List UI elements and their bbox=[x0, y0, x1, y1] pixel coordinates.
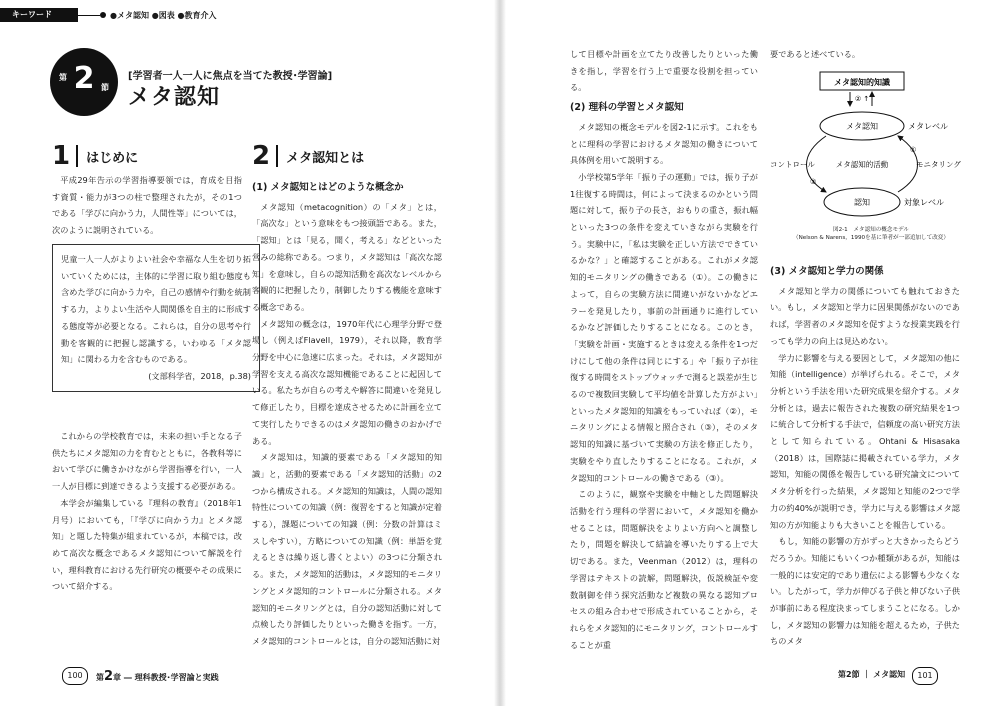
paragraph: 平成29年告示の学習指導要領では，育成を目指す資質・能力が3つの柱で整理されたが，その1つである「学びに向かう力，人間性等」については，次のように説明されている。 bbox=[52, 175, 242, 236]
chapter-title: 章 ― 理科教授･学習論と実践 bbox=[113, 673, 219, 682]
figure-caption bbox=[768, 226, 974, 242]
paragraph: もし，知能の影響の方がずっと大きかったらどうだろうか。知能にもいくつか種類があるが，知能は一般的には安定的であり遺伝による影響も少なくない。したがって，学力が伸びる子供と伸びない子供が事前にある程度決まってしまうことになる。しかし，メタ認知の影響力は知能を超えるため，子供たちのメタ bbox=[770, 536, 960, 647]
paragraph: 小学校第5学年「振り子の運動」では，振り子が1往復する時間は，何によって決まるのかという問題に対して，振り子の長さ，おもりの重さ，振れ幅といった3つの条件を変えていきながら実験を行う。実験中に，「私は実験を正しい方法でできているかな？」と確認することがある。これがメタ認知的モニタリングの働きである（①）。この働きによって，自らの実験方法に間違いがないかなどエラーを発見したり，事前の計画通りに進行しているかなど評価したりすることになる。このとき，「実験を計画・実施するときは変える条件を1つだけにして他の条件は同じにする」や「振り子が往復する時間をストップウォッチで測ると誤差が生じるので複数回実験して平均値を計算した方がよい」といったメタ認知的知識をもっていれば（②），モニタリングによる情報と照合され（③），そのメタ認知的知識に基づいて実験の方法を修正したり，実験をやり直したりすることになる。これが，メタ認知的コントロールの働きである（③）。 bbox=[570, 171, 758, 483]
cognition-label: 認知 bbox=[854, 198, 870, 207]
metacognition-model-figure bbox=[770, 64, 970, 249]
meta-label: メタ認知 bbox=[846, 122, 878, 131]
badge-number: 2 bbox=[73, 61, 95, 96]
caption-source: （Nelson & Narens，1990を基に筆者が一部追加して改変） bbox=[793, 235, 949, 241]
monitoring-arrow bbox=[898, 136, 918, 192]
column-3 bbox=[570, 46, 758, 653]
section-2-title: メタ認知とは bbox=[286, 150, 365, 166]
column-4-body bbox=[770, 260, 960, 650]
paragraph-continued: して目標や計画を立てたり改善したりといった働きを指し，学習を行う上で重要な役割を担っている。 bbox=[570, 49, 758, 93]
paragraph: 学力に影響を与える要因として，メタ認知の他に知能（intelligence）が挙げられる。そこで，メタ分析という手法を用いた研究成果を紹介する。メタ分析とは，過去に報告された複数の研究結果を1つに統合して分析する手法で，信頼度の高い研究方法として知られている。Ohtani & Hisasaka（2018）は，国際誌に掲載されている学力，メタ認知，知能の関係を報告している研究論文についてメタ分析を行った結果，メタ認知と知能の2つで学力の約40%が説明でき，学力に与える影響はメタ認知の方が知能よりも大きいことを報告している。 bbox=[770, 352, 960, 530]
caption-title: 図2-1 メタ認知の概念モデル bbox=[833, 227, 909, 233]
paragraph: このように，観察や実験を中軸とした問題解決活動を行う理科の学習において，メタ認知を働かせることは，問題解決をよりよい方向へと調整したり，問題を解決して結論を導いたりする上で大切である。また，Veenman（2012）は，理科の学習はテキストの読解，問題解決，仮説検証や変数制御を伴う探究活動など複数の異なる認知プロセスの組み合わせで形成されていることから，それらをメタ認知的にモニタリング，コントロールすることが重 bbox=[570, 489, 758, 650]
footer-title: メタ認知 bbox=[873, 670, 906, 679]
section-1-number: 1 bbox=[52, 141, 71, 171]
footer-section: 第2節 bbox=[838, 670, 860, 679]
meta-level-label: メタレベル bbox=[908, 122, 948, 131]
section-subtitle: [学習者一人一人に焦点を当てた教授･学習論] bbox=[128, 71, 333, 82]
column-4-top bbox=[770, 46, 960, 63]
paragraph-continued: 要であると述べている。 bbox=[770, 49, 861, 59]
control-label: コントロール bbox=[770, 160, 815, 169]
object-level-label: 対象レベル bbox=[904, 198, 944, 207]
subsection-heading: (1) メタ認知とはどのような概念か bbox=[252, 182, 404, 193]
section-1-title: はじめに bbox=[86, 150, 139, 166]
paragraph: メタ認知は，知識的要素である「メタ認知的知識」と，活動的要素である「メタ認知的活動」の2つから構成される。メタ認知的知識は，人間の認知特性についての知識（例：復習をすると知識が定着する），課題についての知識（例：分数の計算はミスしやすい），方略についての知識（例：単語を覚えるときは繰り返し書くとよい）の3つに分類される。また，メタ認知的活動は，メタ認知的モニタリングとメタ認知的コントロールに分類される。メタ認知的モニタリングとは，自分の認知活動に対して点検したり評価したりといった働きを指す。一方，メタ認知的コントロールとは，自分の認知活動に対 bbox=[252, 452, 442, 646]
badge-prefix: 第 bbox=[59, 73, 67, 82]
subsection-heading: (2) 理科の学習とメタ認知 bbox=[570, 102, 684, 114]
marker-1: ① bbox=[910, 146, 917, 154]
marker-2: ② ↑ bbox=[854, 95, 870, 103]
page-title: メタ認知 bbox=[128, 85, 221, 110]
page-number-right: 101 bbox=[912, 667, 938, 685]
section-footer bbox=[838, 669, 905, 680]
quote-source: (文部科学省，2018，p.38) bbox=[148, 370, 251, 381]
footer-separator: ｜ bbox=[862, 670, 871, 679]
paragraph: メタ認知（metacognition）の「メタ」とは，「高次な」という意味をもつ接頭語である。また，「認知」とは「見る，聞く，考える」などといった営みの総称である。つまり，メタ認知は「高次な認知」を意味し，自らの認知活動を高次なレベルから客観的に把握したり，制御したりする機能を意味する概念である。 bbox=[252, 201, 442, 312]
section-2-number: 2 bbox=[252, 141, 271, 171]
paragraph: 本学会が編集している『理科の教育』（2018年1月号）においても，「『学びに向かう力』とメタ認知」と題した特集が組まれているが，本稿では，改めて高次な概念であるメタ認知について解説を行い，理科教育における先行研究の概要やその成果について紹介する。 bbox=[52, 497, 242, 592]
badge-suffix: 節 bbox=[101, 83, 109, 92]
chapter-number: 2 bbox=[104, 669, 114, 684]
monitoring-label: モニタリング bbox=[916, 160, 961, 169]
paragraph: メタ認知の概念は，1970年代に心理学分野で登場し（例えばFlavell，1979），それ以降，教育学分野を中心に急速に広まった。それは，メタ認知が学習を支える高次な認知機能であることに起因している。私たちが自らの考えや解答に間違いを発見して修正したり，目標を達成させるために計画を立てて実行したりできるのはメタ認知の働きのおかげである。 bbox=[252, 318, 442, 446]
subsection-heading: (3) メタ認知と学力の関係 bbox=[770, 266, 884, 277]
paragraph: メタ認知の概念モデルを図2-1に示す。これをもとに理科の学習におけるメタ認知の働きについて具体例を用いて説明する。 bbox=[570, 121, 758, 166]
marker-3: ③ bbox=[810, 178, 817, 186]
knowledge-label: メタ認知的知識 bbox=[834, 78, 890, 87]
paragraph: これからの学校教育では，未来の担い手となる子供たちにメタ認知の力を育むとともに，各教科等において学びに働きかけながら学習指導を行い，一人一人が目標に到達できるよう支援する必要がある。 bbox=[52, 431, 242, 492]
paragraph: メタ認知と学力の関係についても触れておきたい。もし，メタ認知と学力に因果関係がないのであれば，学習者のメタ認知を促すような授業実践を行っても学力の向上は見込めない。 bbox=[770, 285, 960, 346]
page-number-left: 100 bbox=[62, 667, 88, 685]
chapter-prefix: 第 bbox=[96, 673, 104, 682]
keyword-list: ●メタ認知 ●図表 ●教育介入 bbox=[110, 10, 217, 20]
activity-label: メタ認知的活動 bbox=[835, 160, 889, 169]
keyword-tag: キーワード bbox=[0, 8, 78, 22]
quote-text: 児童一人一人がよりよい社会や幸福な人生を切り拓いていくためには，主体的に学習に取り組む態度も含めた学びに向かう力や，自己の感情や行動を統制する力，よりよい生活や人間関係を自主的に形成する態度等が必要となる。これらは，自分の思考や行動を客観的に把握し認識する，いわゆる「メタ認知」に関わる力を含むものである。 bbox=[61, 254, 251, 365]
